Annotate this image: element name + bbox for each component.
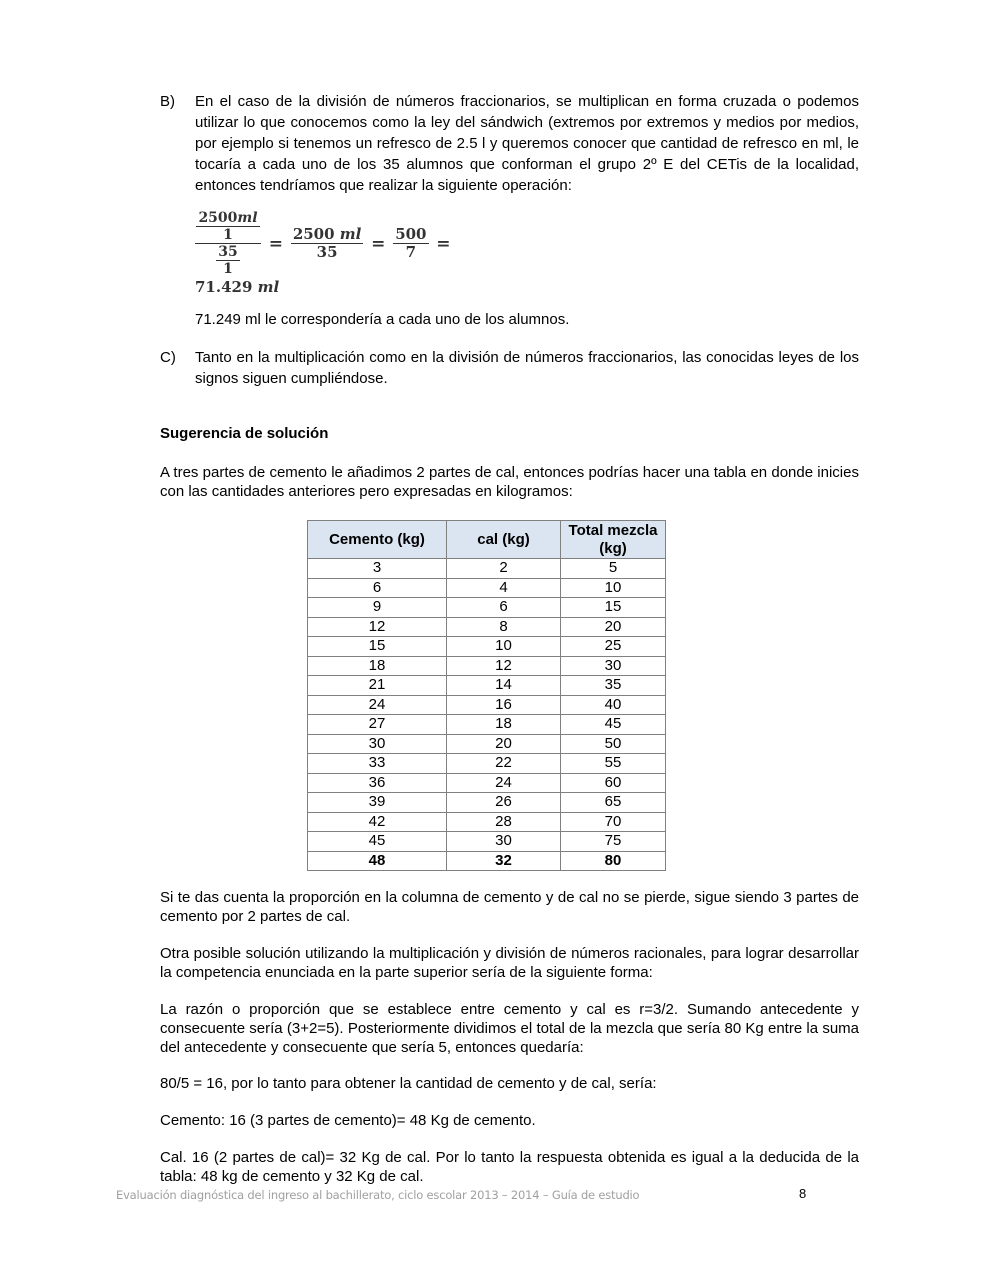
table-row — [308, 754, 666, 774]
cell-cemento: 21 — [308, 676, 447, 696]
item-label: C) — [160, 349, 176, 366]
cell-cal: 16 — [447, 695, 561, 715]
table-row — [308, 715, 666, 735]
table-total-row — [308, 851, 666, 871]
division-formula: $\frac{\frac{2500ml}{1}}{\frac{35}{1}}$ = $\frac{2500 ml}{35}$ = $\frac{500}{7}$ = 71.429 ml — [195, 210, 451, 296]
item-text: Tanto en la multiplicación como en la división de números fraccionarios, las conocidas leyes de los signos siguen cumpliéndose. — [195, 349, 859, 387]
table-row — [308, 637, 666, 657]
cell-cal: 20 — [447, 734, 561, 754]
formula-note: 71.249 ml le correspondería a cada uno de los alumnos. — [195, 311, 570, 328]
paragraph-other-solution: Otra posible solución utilizando la multiplicación y división de números racionales, para lograr desarrollar la competencia enunciada en la parte superior sería de la siguiente forma: — [160, 945, 859, 981]
cell-cal: 4 — [447, 578, 561, 598]
header-cemento: Cemento (kg) — [308, 521, 447, 559]
cell-total: 20 — [561, 617, 666, 637]
cell-cemento: 6 — [308, 578, 447, 598]
table-row — [308, 773, 666, 793]
paragraph-cemento: Cemento: 16 (3 partes de cemento)= 48 Kg de cemento. — [160, 1112, 536, 1129]
item-text: En el caso de la división de números fraccionarios, se multiplican en forma cruzada o podemos utilizar lo que conocemos como la ley del sándwich (extremos por extremos y medios por medios, por ejemplo si tenemos un refresco de 2.5 l y queremos conocer que cantidad de refresco en ml, le tocaría a cada uno de los 35 alumnos que conforman el grupo 2º E del CETis de la localidad, entonces tendríamos que realizar la siguiente operación: — [195, 93, 859, 194]
cell-total: 55 — [561, 754, 666, 774]
formula-result: 71.429 ml — [195, 278, 280, 296]
paragraph-ratio: La razón o proporción que se establece entre cemento y cal es r=3/2. Sumando antecedente y consecuente sería (3+2=5). Posteriormente dividimos el total de la mezcla que sería 80 Kg entre la suma del antecedente y consecuente que sería 5, entonces quedaría: — [160, 1001, 859, 1056]
paragraph-proportion: Si te das cuenta la proporción en la columna de cemento y de cal no se pierde, sigue siendo 3 partes de cemento por 2 partes de cal. — [160, 889, 859, 925]
table-row — [308, 598, 666, 618]
cell-cemento: 9 — [308, 598, 447, 618]
cell-cal: 18 — [447, 715, 561, 735]
cell-cemento: 15 — [308, 637, 447, 657]
cell-cemento: 33 — [308, 754, 447, 774]
cell-total: 60 — [561, 773, 666, 793]
fraction-step-2: $\frac{2500 ml}{35}$ — [292, 225, 362, 261]
cell-cal: 2 — [447, 559, 561, 579]
table-row — [308, 832, 666, 852]
cell-cemento: 39 — [308, 793, 447, 813]
cell-total: 10 — [561, 578, 666, 598]
cell-total: 5 — [561, 559, 666, 579]
cell-cal: 26 — [447, 793, 561, 813]
section-heading: Sugerencia de solución — [160, 425, 329, 442]
table-row — [308, 559, 666, 579]
cell-cemento: 48 — [308, 851, 447, 871]
cell-total: 65 — [561, 793, 666, 813]
table-row — [308, 812, 666, 832]
header-cal: cal (kg) — [447, 521, 561, 559]
fraction-step-3: $\frac{500}{7}$ — [395, 225, 427, 261]
cell-total: 15 — [561, 598, 666, 618]
table-row — [308, 656, 666, 676]
cell-total: 45 — [561, 715, 666, 735]
cell-cemento: 24 — [308, 695, 447, 715]
table-row — [308, 734, 666, 754]
cell-cemento: 30 — [308, 734, 447, 754]
cell-cemento: 18 — [308, 656, 447, 676]
item-label: B) — [160, 93, 175, 110]
intro-paragraph: A tres partes de cemento le añadimos 2 partes de cal, entonces podrías hacer una tabla en donde inicies con las cantidades anteriores pero expresadas en kilogramos: — [160, 464, 859, 500]
table-row — [308, 617, 666, 637]
cell-cal: 10 — [447, 637, 561, 657]
cell-total: 75 — [561, 832, 666, 852]
cell-cal: 12 — [447, 656, 561, 676]
paragraph-division: 80/5 = 16, por lo tanto para obtener la cantidad de cemento y de cal, sería: — [160, 1075, 657, 1092]
table-row — [308, 695, 666, 715]
table-row — [308, 676, 666, 696]
cell-cal: 28 — [447, 812, 561, 832]
cell-total: 80 — [561, 851, 666, 871]
paragraph-cal: Cal. 16 (2 partes de cal)= 32 Kg de cal. Por lo tanto la respuesta obtenida es igual a la deducida de la tabla: 48 kg de cemento y 32 Kg de cal. — [160, 1149, 859, 1185]
table-row — [308, 793, 666, 813]
cell-cal: 6 — [447, 598, 561, 618]
list-item-c — [160, 347, 859, 389]
table-header-row — [308, 521, 666, 559]
cell-total: 35 — [561, 676, 666, 696]
cell-cemento: 36 — [308, 773, 447, 793]
cell-cemento: 27 — [308, 715, 447, 735]
cell-cal: 30 — [447, 832, 561, 852]
cell-total: 70 — [561, 812, 666, 832]
cell-cal: 8 — [447, 617, 561, 637]
cell-cal: 24 — [447, 773, 561, 793]
table-row — [308, 578, 666, 598]
cell-cemento: 3 — [308, 559, 447, 579]
header-total: Total mezcla (kg) — [561, 521, 666, 559]
cell-total: 50 — [561, 734, 666, 754]
cell-cal: 32 — [447, 851, 561, 871]
footer-text: Evaluación diagnóstica del ingreso al bachillerato, ciclo escolar 2013 – 2014 – Guía de estudio — [116, 1188, 640, 1202]
cell-total: 40 — [561, 695, 666, 715]
cell-total: 30 — [561, 656, 666, 676]
list-item-b — [160, 91, 859, 196]
page-number: 8 — [799, 1186, 807, 1201]
cell-cemento: 42 — [308, 812, 447, 832]
cell-total: 25 — [561, 637, 666, 657]
cell-cal: 22 — [447, 754, 561, 774]
cell-cemento: 12 — [308, 617, 447, 637]
cell-cal: 14 — [447, 676, 561, 696]
mixture-table — [307, 520, 666, 871]
cell-cemento: 45 — [308, 832, 447, 852]
complex-fraction: $\frac{\frac{2500ml}{1}}{\frac{35}{1}}$ — [195, 210, 261, 277]
